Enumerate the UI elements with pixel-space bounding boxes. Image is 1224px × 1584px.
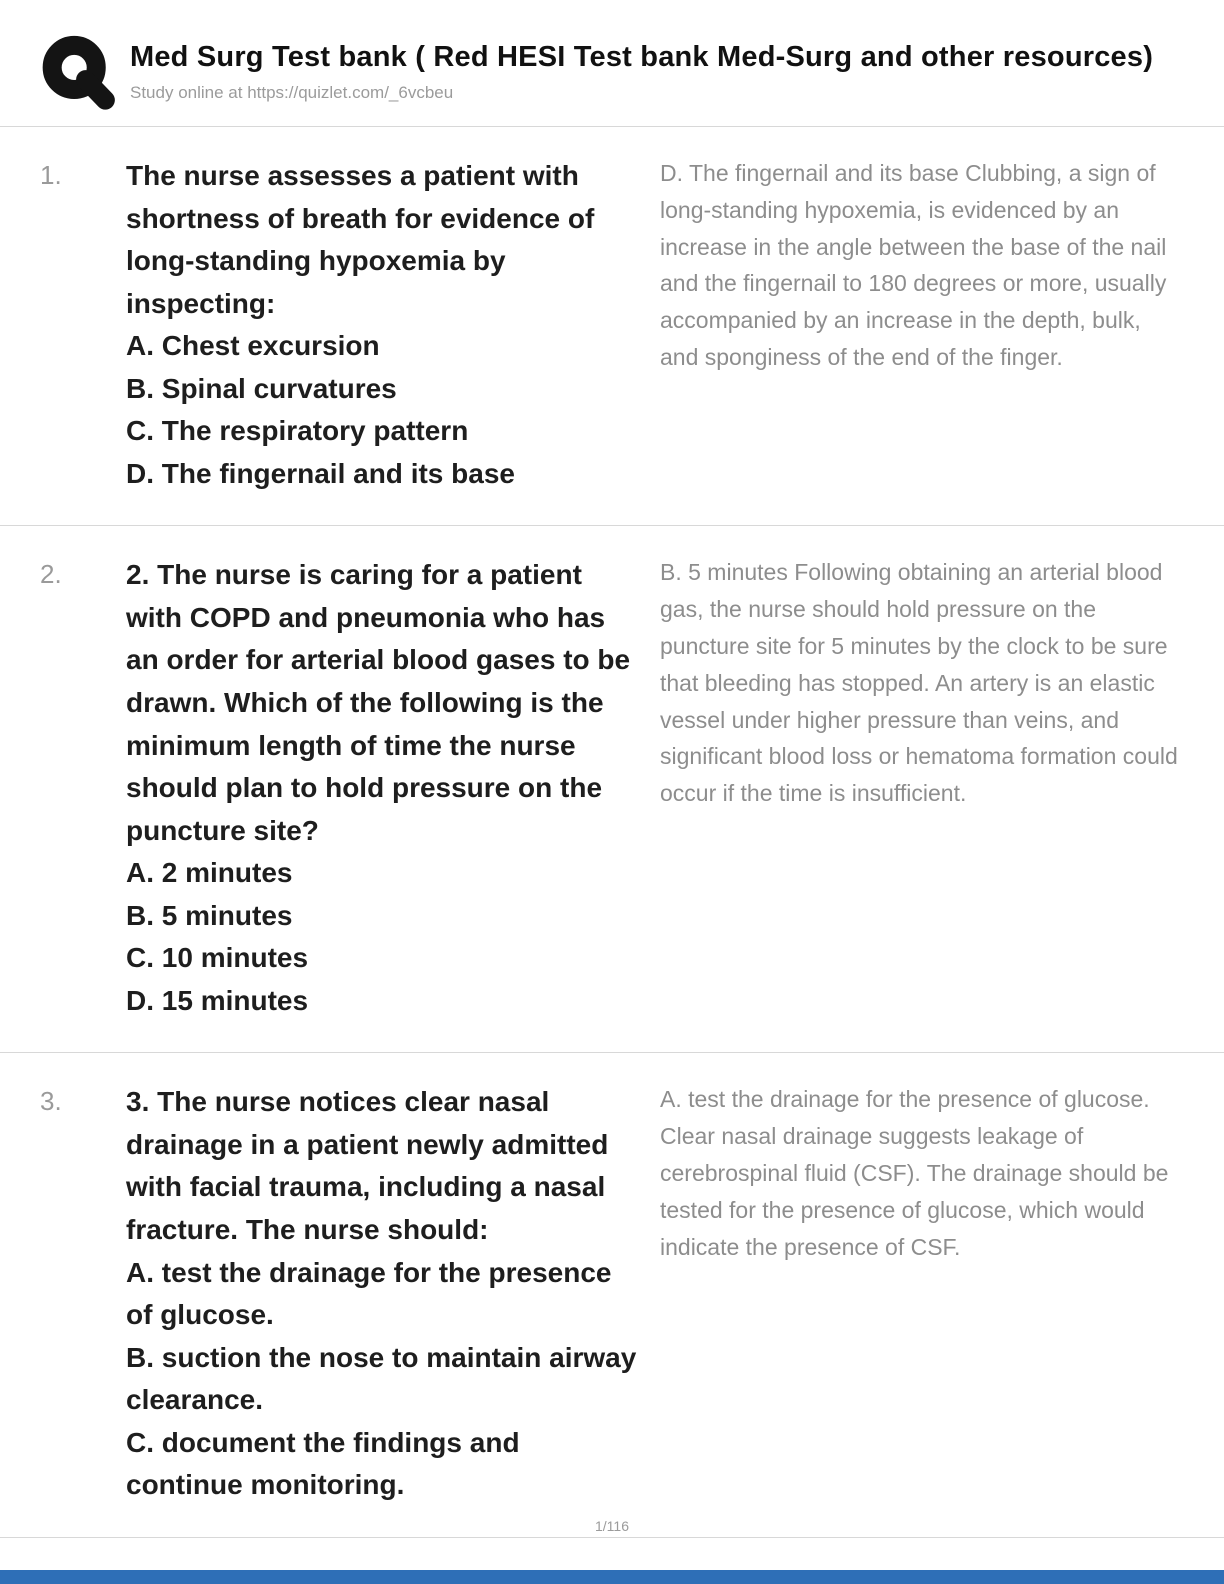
answer-text: A. test the drainage for the presence of glucose. Clear nasal drainage suggests leakage of cerebrospinal fluid (CSF). The drainage should be tested for the presence of glucose, which would indicate the presence of CSF. xyxy=(660,1086,1169,1260)
question-option-a: A. 2 minutes xyxy=(126,857,293,889)
question-option-d: D. 15 minutes xyxy=(126,984,309,1016)
question-block xyxy=(126,554,640,1022)
question-option-c: C. 10 minutes xyxy=(126,942,309,974)
question-option-b: B. Spinal curvatures xyxy=(126,372,397,404)
question-number: 3. xyxy=(40,1086,62,1117)
question-option-d: D. The fingernail and its base xyxy=(126,457,515,489)
question-number: 2. xyxy=(40,559,62,590)
question-option-a: A. Chest excursion xyxy=(126,330,380,362)
quizlet-q-logo-icon xyxy=(40,34,116,110)
question-block xyxy=(126,1081,640,1506)
answer-text: D. The fingernail and its base Clubbing, a sign of long-standing hypoxemia, is evidenced by an increase in the angle between the base of the nail and the fingernail to 180 degrees or more, usually accompanied by an increase in the depth, bulk, and sponginess of the end of the finger. xyxy=(660,160,1167,370)
question-number: 1. xyxy=(40,160,62,190)
answer-text: B. 5 minutes Following obtaining an arterial blood gas, the nurse should hold pressure on the puncture site for 5 minutes by the clock to be sure that bleeding has stopped. An artery is an elastic vessel under higher pressure than veins, and significant blood loss or hematoma formation could occur if the time is insufficient. xyxy=(660,559,1178,807)
question-row xyxy=(0,127,1224,526)
header-text-block xyxy=(130,34,1153,103)
question-row xyxy=(0,1053,1224,1537)
question-row xyxy=(0,526,1224,1053)
page-title: Med Surg Test bank ( Red HESI Test bank Med-Surg and other resources) xyxy=(130,41,1154,73)
question-option-c: C. The respiratory pattern xyxy=(126,415,469,447)
question-block xyxy=(126,155,640,495)
question-prompt: The nurse assesses a patient with shortness of breath for evidence of long-standing hypoxemia by inspecting: xyxy=(126,160,595,319)
question-option-c: C. document the findings and continue monitoring. xyxy=(126,1426,520,1501)
page-number: 1/116 xyxy=(595,1518,629,1534)
document-header xyxy=(0,0,1224,127)
study-online-link: Study online at https://quizlet.com/_6vcbeu xyxy=(130,82,454,102)
bottom-accent-bar xyxy=(0,1570,1224,1584)
question-option-b: B. suction the nose to maintain airway clearance. xyxy=(126,1341,637,1416)
question-prompt: 3. The nurse notices clear nasal drainage in a patient newly admitted with facial trauma, including a nasal fracture. The nurse should: xyxy=(126,1086,609,1246)
question-prompt: 2. The nurse is caring for a patient with COPD and pneumonia who has an order for arterial blood gases to be drawn. Which of the following is the minimum length of time the nurse should plan to hold pressure on the puncture site? xyxy=(126,559,631,846)
question-option-b: B. 5 minutes xyxy=(126,899,293,931)
question-option-a: A. test the drainage for the presence of glucose. xyxy=(126,1256,612,1331)
